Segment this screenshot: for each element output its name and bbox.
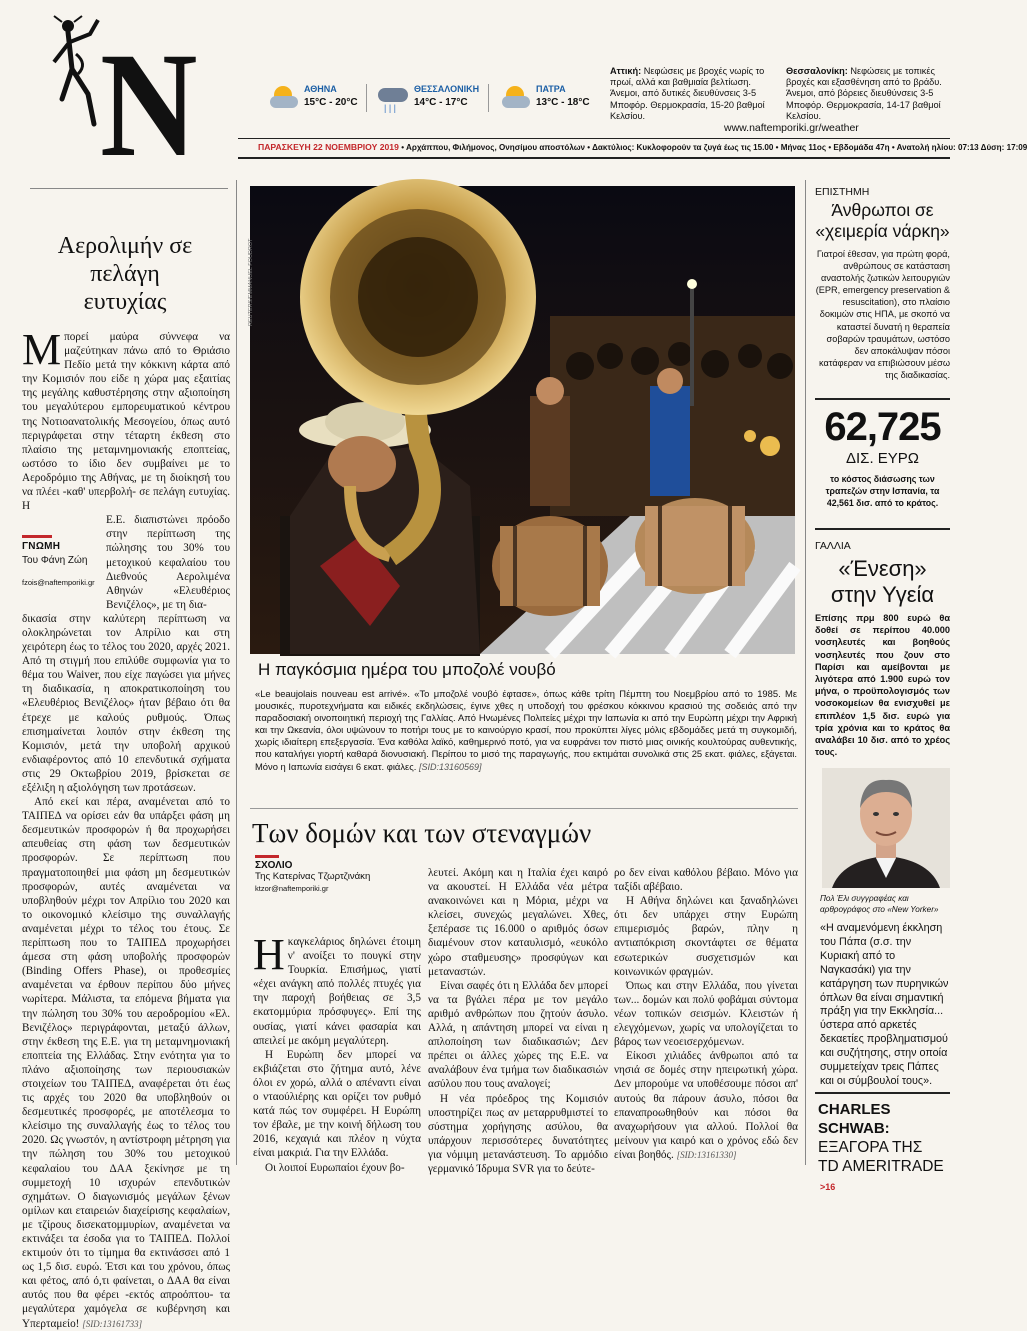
schwab-page: >16 bbox=[820, 1182, 836, 1192]
editorial-title: Των δομών και των στεναγμών bbox=[252, 818, 592, 848]
weather-city-thessaloniki: | | | ΘΕΣΣΑΛΟΝΙΚΗ 14°C - 17°C bbox=[378, 84, 498, 114]
sun-cloud-icon bbox=[270, 84, 300, 112]
opinion-body: Μ πορεί μαύρα σύννεφα να μαζεύτηκαν πάνω από το Θριάσιο Πεδίο μετά την κόκκινη κάρτα από την Κομισιόν που είδε η χώρα μας εξαιτίας της μεγάλης καθυστέρησης στην αξιοποίηση του μεγαλύτερου εμπορευματικού κέντρου της Νοτιοανατολικής Μεσογείου, όπως αυτό περιγράφεται στην τέταρτη έκθεση στο πλαίσιο της μεταμνημονιακής εποπτείας, ωστόσο το ίδιο δεν συμβαίνει με το Αεροδρόμιο της Αθήνας, με τη διοίκησή του να πλέει -καθ' υπερβολή- σε πελάγη ευτυχίας. Η ΓΝΩΜΗ Του Φάνη Ζώη fzois@naftemporiki.gr Ε.Ε. διαπιστώνει πρόοδο στην περίπτωση της πώλησης του 30% του μετοχικού κεφαλαίου του Διεθνούς Αερολιμένα Αθηνών «Ελευθέριος Βενιζέλος», με τη δια- δικασία στην καλύτερη περίπτωση να ολοκληρώνεται τον Απρίλιο και στη χειρότερη έως το τέλος του 2020, αρχές 2021. Από τη στιγμή που επιλύθε συμφωνία για το θέμα του Waiver, που είχε παγώσει για μήνες τη διαδικασία, η αποκρατικοποίηση του «Ελευθέριος Βενιζέλος» ήταν βέβαιο ότι θα έτρεχε με καλούς ρυθμούς. Όπως επισημαίνεται λοιπόν στην έκθεση της Κομισιόν, μετά την υποβολή αρχικού ενδιαφέροντος από 10 επενδυτικά σχήματα στις 29 Οκτωβρίου 2019, βρίσκεται σε εξέλιξη η αξιολόγηση των προτάσεων. Από εκεί και πέρα, αναμένεται από το ΤΑΙΠΕΔ να ορίσει εάν θα υπάρξει φάση μη δεσμευτικών προσφορών ή θα προχωρήσει απευθείας στη φάση των δεσμευτικών προσφορών. Σε περίπτωση που πραγματοποιηθεί μια φάση μη δεσμευτικών προσφορών, αυτές αναμένεται να υποβληθούν μέχρι τον Απρίλιο του 2020 και το οικονομικό κλείσιμο της συναλλαγής αναμένεται μέχρι το τέλος του έτους. Σε περίπτωση που το ΤΑΙΠΕΔ προχωρήσει άμεσα στη φάση υποβολής προσφορών (Binding Offers Phase), οι προθεσμίες αναμένεται να έρθουν περίπου δύο μήνες νωρίτερα. Μάλιστα, τα επόμενα βήματα για την πώληση του 30% του αεροδρομίου «Ελ. Βενιζέλος» περιγράφονται, μεταξύ άλλων, στην έκθεση της Ε.Ε. για τη μεταμνημονιακή εποπτεία της Ελλάδας. Στην ενότητα για το πλάνο αξιοποίησης των περιουσιακών στοιχείων του ΤΑΙΠΕΔ, αναφέρεται ότι έως τις αρχές του 2020 θα υποβληθούν οι δεσμευτικές προσφορές, με αποτέλεσμα το κλείσιμο της συναλλαγής έως το τέλος του 2020. Ως γνωστόν, η αντίστροφη μέτρηση για την πώληση του 30% του μετοχικού κεφαλαίου του ΔΑΑ ξεκίνησε με τη συμμετοχή 10 ισχυρών επενδυτικών σχημάτων. Ο διαγωνισμός μεγάλων ξένων ομίλων και εταιρειών διαχείρισης κεφαλαίων, με τζίρους δισεκατομμυρίων, αναμένεται να εκτινάξει τα έσοδα για το ΤΑΙΠΕΔ. Πολλοί εκτιμούν ότι το τίμημα θα εκτινάσσει από 1 ως 1,5 δισ. ευρώ. Έτσι και του χρόνου, όπως και φέτος, από ό,τι φαίνεται, ο ΔΑΑ θα είναι αυτός που θα φέρει -εκτός απροόπτου- τα μεγαλύτερα χαμόγελα σε κυβέρνηση και Υπερταμείο! [SID:13161733] bbox=[22, 325, 230, 1330]
photo-caption: «Le beaujolais nouveau est arrivé». «Το μποζολέ νουβό έφτασε», όπως κάθε τρίτη Πέμπτη του Νοεμβρίου από το 1985. Με μουσικές, πυροτεχνήματα και ειδικές εκδηλώσεις, έγινε χθες η υποδοχή του φρέσκου κόκκινου κρασιού της σοδειάς από την παραδοσιακή οινοποιητική περιοχή της Γαλλίας. Από Ηνωμένες Πολιτείες μέχρι την Ιαπωνία κι από την Ευρώπη μέχρι την Αφρική και την Ωκεανία, όλοι υψώνουν το ποτήρι τους με το καινούργιο κρασί, που προκύπτει λίγες μόλις εβδομάδες μετά τη συγκομιδή, χωρίς ιδιαίτερη επεξεργασία. Ένα καθόλα λαϊκό, καθημερινό ποτό, για να ευφράνει τον πιστό μιας οινικής κουλτούρας αυθεντικής, που καταλήγει γιορτή καθαρά διονυσιακή. Περίπου το μισό της παραγωγής, που εκτιμάται συνολικά στις 25 εκατ. φιάλες, εξάγεται. Μόνο η Ιαπωνία εισάγει 6 εκατ. φιάλες. [SID:13160569] bbox=[255, 688, 797, 772]
editorial-label: ΣΧΟΛΙΟ bbox=[255, 860, 293, 871]
science-title: Άνθρωποι σε «χειμερία νάρκη» bbox=[815, 200, 950, 241]
stat-number: 62,725 bbox=[824, 405, 941, 449]
avatar bbox=[822, 768, 950, 888]
masthead-letter: N bbox=[100, 22, 198, 188]
weather-city-athens: ΑΘΗΝΑ 15°C - 20°C bbox=[270, 84, 360, 114]
editorial-col-1: Η καγκελάριος δηλώνει έτοιμη ν' ανοίξει το πουγκί στην Τουρκία. Επισήμως, γιατί «έχει ανάγκη από πολλές πτυχές για την παροχή βοήθειας σε 3,5 εκατομμύρια πρόσφυγες». Επί της ουσίας, γιατί κάνει φασαρία και απειλεί με ακόμη μεγαλύτερη. Η Ευρώπη δεν μπορεί να εκβιάζεται στο ζήτημα αυτό, λένε όλοι εν χορώ, αλλά ο απέναντι είναι ο νταούλιέρης και ορίζει τον ρυθμό κατά πώς τον συμφέρει. Η Ευρώπη τον έβαλε, με την κοινή δήλωση του 2016, κεχαγιά και πλέον η νύχτα είναι μακριά. Για την Ελλάδα. Οι λοιποί Ευρωπαίοι έχουν βο- bbox=[253, 930, 421, 1174]
opinion-title: Αερολιμήν σε πελάγη ευτυχίας bbox=[57, 233, 193, 315]
weather-attiki: Αττική: Νεφώσεις με βροχές νωρίς το πρωί, αλλά και βαθμιαία βελτίωση. Άνεμοι, από δυτικές διευθύνσεις 3-5 Μποφόρ. Θερμοκρασία, 15-20 βαθμοί Κελσίου. bbox=[610, 66, 765, 121]
photo-caption-title: Η παγκόσμια ημέρα του μποζολέ νουβό bbox=[258, 660, 556, 679]
photo-credit: REUTERS/EMMANUEL FOUDROT bbox=[248, 238, 254, 326]
masthead bbox=[40, 10, 230, 190]
opinion-byline bbox=[22, 513, 100, 612]
editorial-author: Της Κατερίνας Τζωρτζινάκη bbox=[255, 871, 371, 882]
weather-url[interactable]: www.naftemporiki.gr/weather bbox=[724, 122, 859, 134]
sun-cloud-icon bbox=[502, 84, 532, 112]
france-label: ΓΑΛΛΙΑ bbox=[815, 540, 851, 552]
quote-caption: Πολ Έλι συγγραφέας και αρθρογράφος στο «New Yorker» bbox=[820, 894, 939, 914]
science-text: Γιατροί έθεσαν, για πρώτη φορά, ανθρώπους σε κατάσταση αναστολής ζωτικών λειτουργιών (EPR, emergency preservation & resuscitation), στο πλαίσιο δοκιμών στις ΗΠΑ, με σκοπό να καταστεί δυνατή η θεραπεία σοβαρών τραυμάτων, ωστόσο δεν αποκάλυψαν πόσοι κατάφεραν να επιβιώσουν μέσω της διαδικασίας. bbox=[815, 249, 950, 380]
editorial-sid: [SID:13161330] bbox=[676, 1149, 737, 1160]
opinion-drop-cap: Μ bbox=[22, 325, 62, 374]
photo-sid: [SID:13160569] bbox=[418, 761, 482, 772]
weather-box bbox=[238, 58, 950, 154]
france-text: Επίσης πρμ 800 ευρώ θα δοθεί σε περίπου 40.000 νοσηλευτές και βοηθούς νοσηλευτές που ζουν στο Παρίσι και αμείβονται με λιγότερα από 1.900 ευρώ τον μήνα, ο προϋπολογισμός των νοσοκομείων θα ενισχυθεί με επιπλέον 1,5 δισ. ευρώ για τρία χρόνια και το κράτος θα αναλάβει 10 δισ. από το χρέος τους. bbox=[815, 613, 950, 758]
quote-text: «Η αναμενόμενη έκκληση του Πάπα (σ.σ. την Κυριακή από το Ναγκασάκι) για την κατάργηση των πυρηνικών όπλων θα είναι σημαντική πράξη για την Εκκλησία... ύστερα από αρκετές δεκαετίες προβληματισμού και συζήτησης, στην οποία συμμετείχαν τρεις Πάπες και οι σύμβουλοί τους». bbox=[820, 922, 949, 1087]
dateline-date: ΠΑΡΑΣΚΕΥΗ 22 ΝΟΕΜΒΡΙΟΥ 2019 bbox=[258, 142, 399, 152]
editorial-byline bbox=[255, 855, 435, 893]
hermes-figure-icon bbox=[48, 14, 104, 134]
science-label: ΕΠΙΣΤΗΜΗ bbox=[815, 186, 870, 198]
france-brief bbox=[815, 540, 950, 758]
schwab-line3: TD AMERITRADE bbox=[818, 1158, 944, 1175]
opinion-label: ΓΝΩΜΗ bbox=[22, 541, 61, 553]
rain-cloud-icon: | | | bbox=[378, 84, 410, 112]
editorial-email[interactable]: ktzor@naftemporiki.gr bbox=[255, 884, 329, 893]
editorial-drop-cap: Η bbox=[253, 930, 285, 979]
stat-text: το κόστος διάσωσης των τραπεζών στην Ισπανία, τα 42,561 δισ. από το κράτος. bbox=[825, 474, 940, 508]
opinion-author: Του Φάνη Ζώη bbox=[22, 555, 88, 567]
opinion-email[interactable]: fzois@naftemporiki.gr bbox=[22, 578, 95, 588]
editorial-col-2: λευτεί. Ακόμη και η Ιταλία έχει καιρό να ακουστεί. Η Ελλάδα νέα μέτρα ανακοινώνει και η Μόρια, μέχρι να κλείσει, συνεχώς μεγαλώνει. Χθες, ξεπέρασε τις 16.000 ο αριθμός όσων διαμένουν στον καταυλισμό, «ευκόλο χώρο σταθμευσης» προσφύγων και μεταναστών. Είναι σαφές ότι η Ελλάδα δεν μπορεί να τα βγάλει πέρα με τον μεγάλο αριθμό ανθρώπων που ζητούν άσυλο. Αλλά, η απάντηση μπορεί να είναι η απλοποίηση των διαδικασιών; Δεν πρέπει οι άλλες χώρες της Ε.Ε. να αναλάβουν ένα τμήμα των διαδικασιών ασύλου που τους αναλογεί; Η νέα πρόεδρος της Κομισιόν υποστηρίζει πως αν μεταρρυθμιστεί το σύστημα χορήγησης ασύλου, θα υπάρχουν περισσότερες δυνατότητες για νόμιμη μετανάστευση. Το αρμόδιο γερμανικό Ίδρυμα SVR για το δεύτε- bbox=[428, 867, 608, 1175]
weather-city-patra: ΠΑΤΡΑ 13°C - 18°C bbox=[502, 84, 602, 114]
schwab-line1: CHARLES SCHWAB: bbox=[818, 1101, 891, 1137]
editorial-col-3: ρο δεν είναι καθόλου βέβαιο. Μόνο για ταξίδι αβέβαιο. Η Αθήνα δηλώνει και ξαναδηλώνει ότι δεν υπάρχει στην Ευρώπη επιμερισμός βαρών, πλην η αντιαπόκριση σκοντάφτει σε θέματα εσωτερικών συσχετισμών και κοινωνικών φραγμών. Όπως και στην Ελλάδα, που γίνεται των... δομών και πολύ φοβάμαι σύντομα νέων τοπικών σεισμών. Κλειστών ή ελεγχόμενων, χωρίς να υπολογίζεται το βάρος των νεοεισερχόμενων. Είκοσι χιλιάδες άνθρωποι από τα νησιά σε δομές στην ηπειρωτική χώρα. Δεν μπορούμε να υποθέσουμε πόσοι απ' αυτούς θα πάρουν άσυλο, πόσοι θα επαναπροωθηθούν και πόσοι θα αναχωρήσουν για αλλού. Πολλοί θα μείνουν για καιρό και ο χρόνος εδώ δεν είναι βοηθός. [SID:13161330] bbox=[614, 867, 798, 1161]
dateline-info: • Αρχάππου, Φιλήμονος, Ονησίμου αποστόλων • Δακτύλιος: Κυκλοφορούν τα ζυγά έως τις 15.00 • Μήνας 11ος • Εβδομάδα 47η • Ανατολή ηλίου: 07:13 Δύση: 17:09 bbox=[401, 143, 1027, 152]
stat-box bbox=[815, 404, 950, 509]
dateline bbox=[238, 142, 1027, 156]
science-brief bbox=[815, 186, 950, 381]
weather-thessaloniki: Θεσσαλονίκη: Νεφώσεις με τοπικές βροχές και εξασθένηση από το βράδυ. Άνεμοι, από βόρειες διευθύνσεις 3-5 Μποφόρ. Θερμοκρασία, 14-17 βαθμοί Κελσίου. bbox=[786, 66, 942, 121]
schwab-line2: ΕΞΑΓΟΡΑ ΤΗΣ bbox=[818, 1139, 923, 1156]
schwab-teaser[interactable] bbox=[818, 1100, 953, 1197]
stat-unit: ΔΙΣ. ΕΥΡΩ bbox=[845, 450, 920, 467]
photo-illustration bbox=[250, 186, 795, 654]
beaujolais-photo bbox=[250, 186, 795, 654]
opinion-sid: [SID:13161733] bbox=[82, 1318, 143, 1329]
france-title: «Ένεση» στην Υγεία bbox=[830, 556, 935, 607]
